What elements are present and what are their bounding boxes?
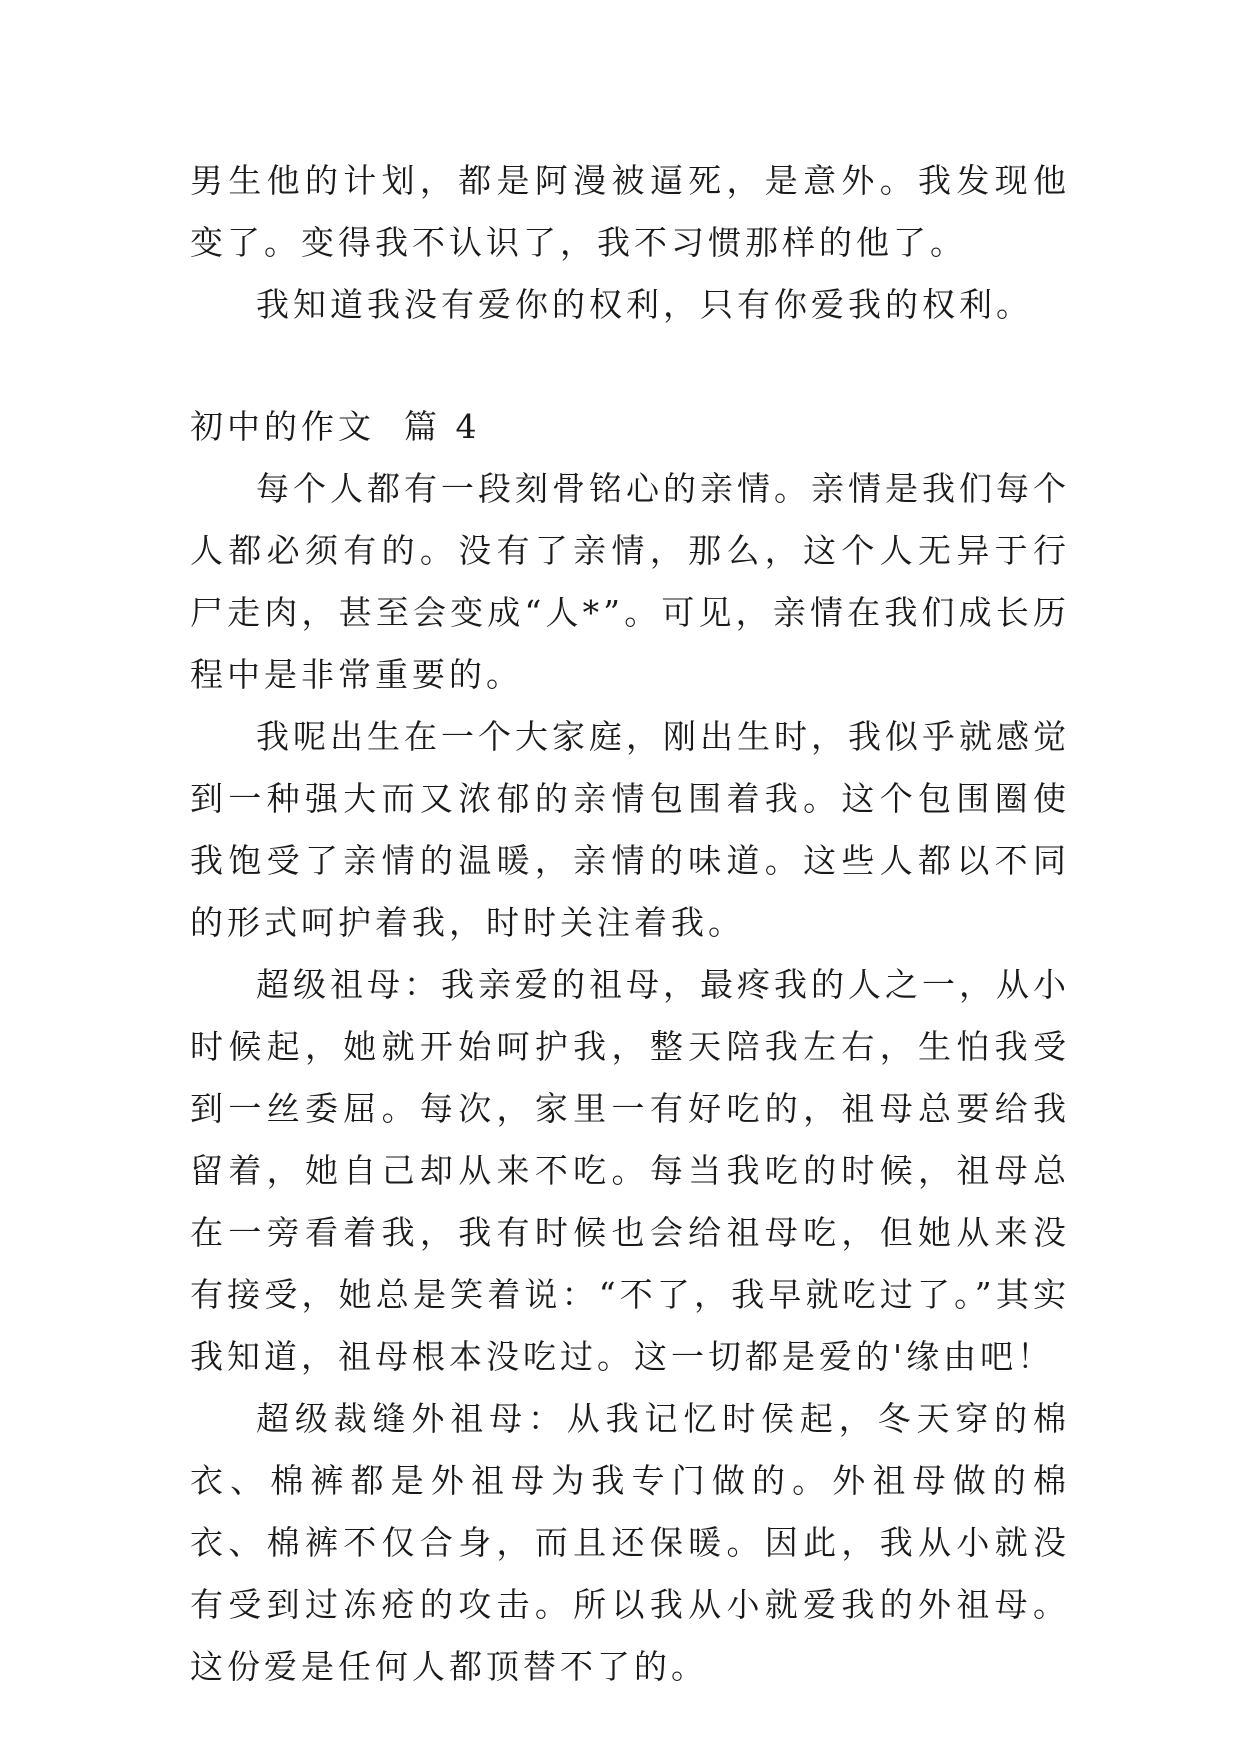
document-page <box>190 150 1070 1698</box>
paragraph: 超级裁缝外祖母：从我记忆时侯起，冬天穿的棉衣、棉裤都是外祖母为我专门做的。外祖母做的棉衣、棉裤不仅合身，而且还保暖。因此，我从小就没有受到过冻疮的攻击。所以我从小就爱我的外祖母。这份爱是任何人都顶替不了的。 <box>190 1399 1070 1686</box>
paragraph: 超级祖母：我亲爱的祖母，最疼我的人之一，从小时候起，她就开始呵护我，整天陪我左右，生怕我受到一丝委屈。每次，家里一有好吃的，祖母总要给我留着，她自己却从来不吃。每当我吃的时候，祖母总在一旁看着我，我有时候也会给祖母吃，但她从来没有接受，她总是笑着说：“不了，我早就吃过了。”其实我知道，祖母根本没吃过。这一切都是爱的'缘由吧！ <box>190 965 1070 1376</box>
paragraph-continued: 男生他的计划，都是阿漫被逼死，是意外。我发现他变了。变得我不认识了，我不习惯那样的他了。 <box>190 161 1070 262</box>
paragraph: 我知道我没有爱你的权利，只有你爱我的权利。 <box>256 285 1033 324</box>
paragraph: 我呢出生在一个大家庭，刚出生时，我似乎就感觉到一种强大而又浓郁的亲情包围着我。这个包围圈使我饱受了亲情的温暖，亲情的味道。这些人都以不同的形式呵护着我，时时关注着我。 <box>190 717 1070 942</box>
section-gap <box>190 336 1070 396</box>
section-title: 初中的作文 篇 4 <box>190 407 481 446</box>
paragraph: 每个人都有一段刻骨铭心的亲情。亲情是我们每个人都必须有的。没有了亲情，那么，这个人无异于行尸走肉，甚至会变成“人*”。可见，亲情在我们成长历程中是非常重要的。 <box>190 469 1070 694</box>
